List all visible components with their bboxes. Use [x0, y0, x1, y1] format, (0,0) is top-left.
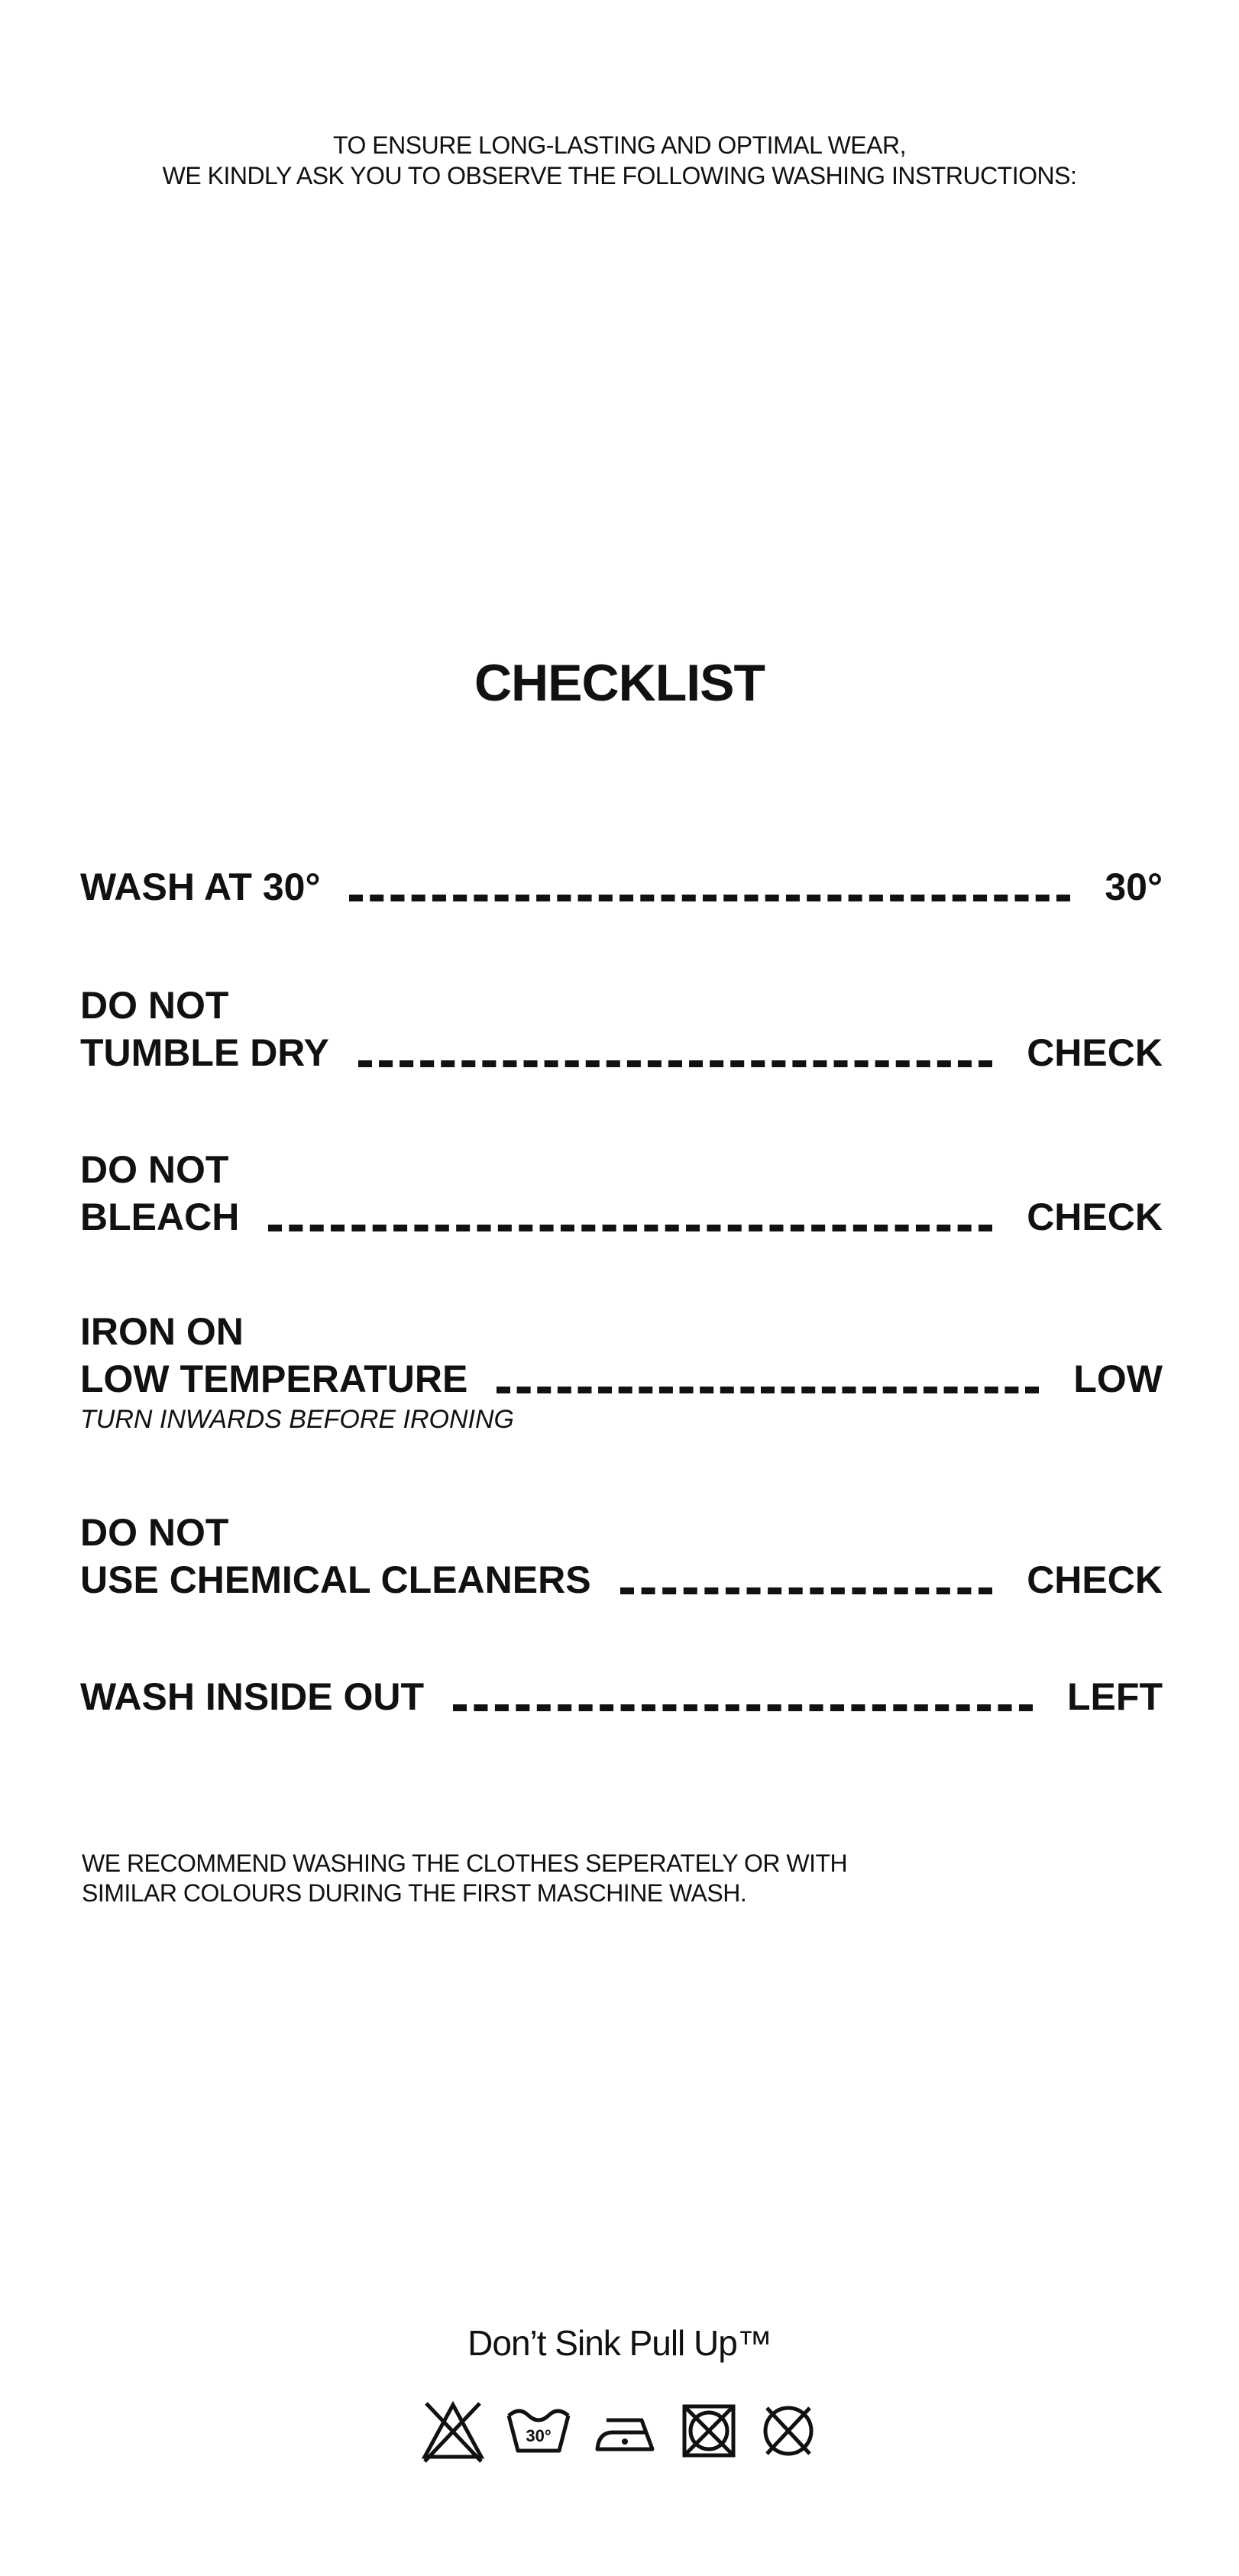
wash-30-icon: [504, 2399, 573, 2464]
item-value: CHECK: [1027, 1031, 1163, 1074]
intro-line-1: TO ENSURE LONG-LASTING AND OPTIMAL WEAR,: [333, 131, 906, 159]
recommendation-text: [82, 1849, 847, 1908]
checklist-item-bleach: [80, 1146, 1163, 1241]
iron-low-icon: [591, 2399, 660, 2464]
intro-line-2: WE KINDLY ASK YOU TO OBSERVE THE FOLLOWING WASHING INSTRUCTIONS:: [162, 162, 1077, 189]
item-value: LEFT: [1067, 1675, 1163, 1718]
dashed-leader: [358, 1060, 992, 1067]
no-tumble-dry-icon: [678, 2399, 739, 2464]
item-label-prefix: DO NOT: [80, 1511, 229, 1554]
item-label: BLEACH: [80, 1196, 240, 1238]
checklist-item-wash-temp: [80, 863, 1163, 911]
item-label: TUMBLE DRY: [80, 1031, 329, 1074]
dashed-leader: [497, 1387, 1039, 1393]
item-label: WASH AT 30°: [80, 866, 321, 908]
item-label: LOW TEMPERATURE: [80, 1358, 468, 1400]
item-label: WASH INSIDE OUT: [80, 1675, 425, 1718]
care-icons: [0, 2399, 1239, 2464]
item-label-prefix: DO NOT: [80, 1148, 229, 1191]
no-dry-clean-icon: [758, 2399, 819, 2464]
brand-tagline: Don’t Sink Pull Up™: [467, 2323, 772, 2363]
checklist-item-chemical-cleaners: [80, 1509, 1163, 1604]
item-label-prefix: IRON ON: [80, 1310, 244, 1353]
checklist-item-iron: [80, 1308, 1163, 1435]
item-value: 30°: [1105, 866, 1163, 908]
dashed-leader: [268, 1225, 992, 1231]
checklist-item-tumble-dry: [80, 982, 1163, 1076]
checklist-item-inside-out: [80, 1673, 1163, 1720]
dashed-leader: [620, 1587, 993, 1594]
intro-text: [0, 130, 1239, 191]
item-note: TURN INWARDS BEFORE IRONING: [80, 1405, 514, 1434]
wash-temp-label: 30°: [526, 2426, 552, 2445]
dashed-leader: [453, 1704, 1033, 1711]
item-label-prefix: DO NOT: [80, 984, 229, 1027]
item-value: CHECK: [1027, 1558, 1163, 1601]
item-value: LOW: [1073, 1358, 1163, 1400]
item-value: CHECK: [1027, 1196, 1163, 1238]
no-bleach-icon: [420, 2399, 486, 2464]
page-title: CHECKLIST: [474, 654, 765, 712]
recommendation-line-1: WE RECOMMEND WASHING THE CLOTHES SEPERATELY OR WITH: [82, 1849, 848, 1877]
dashed-leader: [349, 895, 1070, 901]
item-label: USE CHEMICAL CLEANERS: [80, 1558, 591, 1601]
recommendation-line-2: SIMILAR COLOURS DURING THE FIRST MASCHINE WASH.: [82, 1879, 747, 1907]
